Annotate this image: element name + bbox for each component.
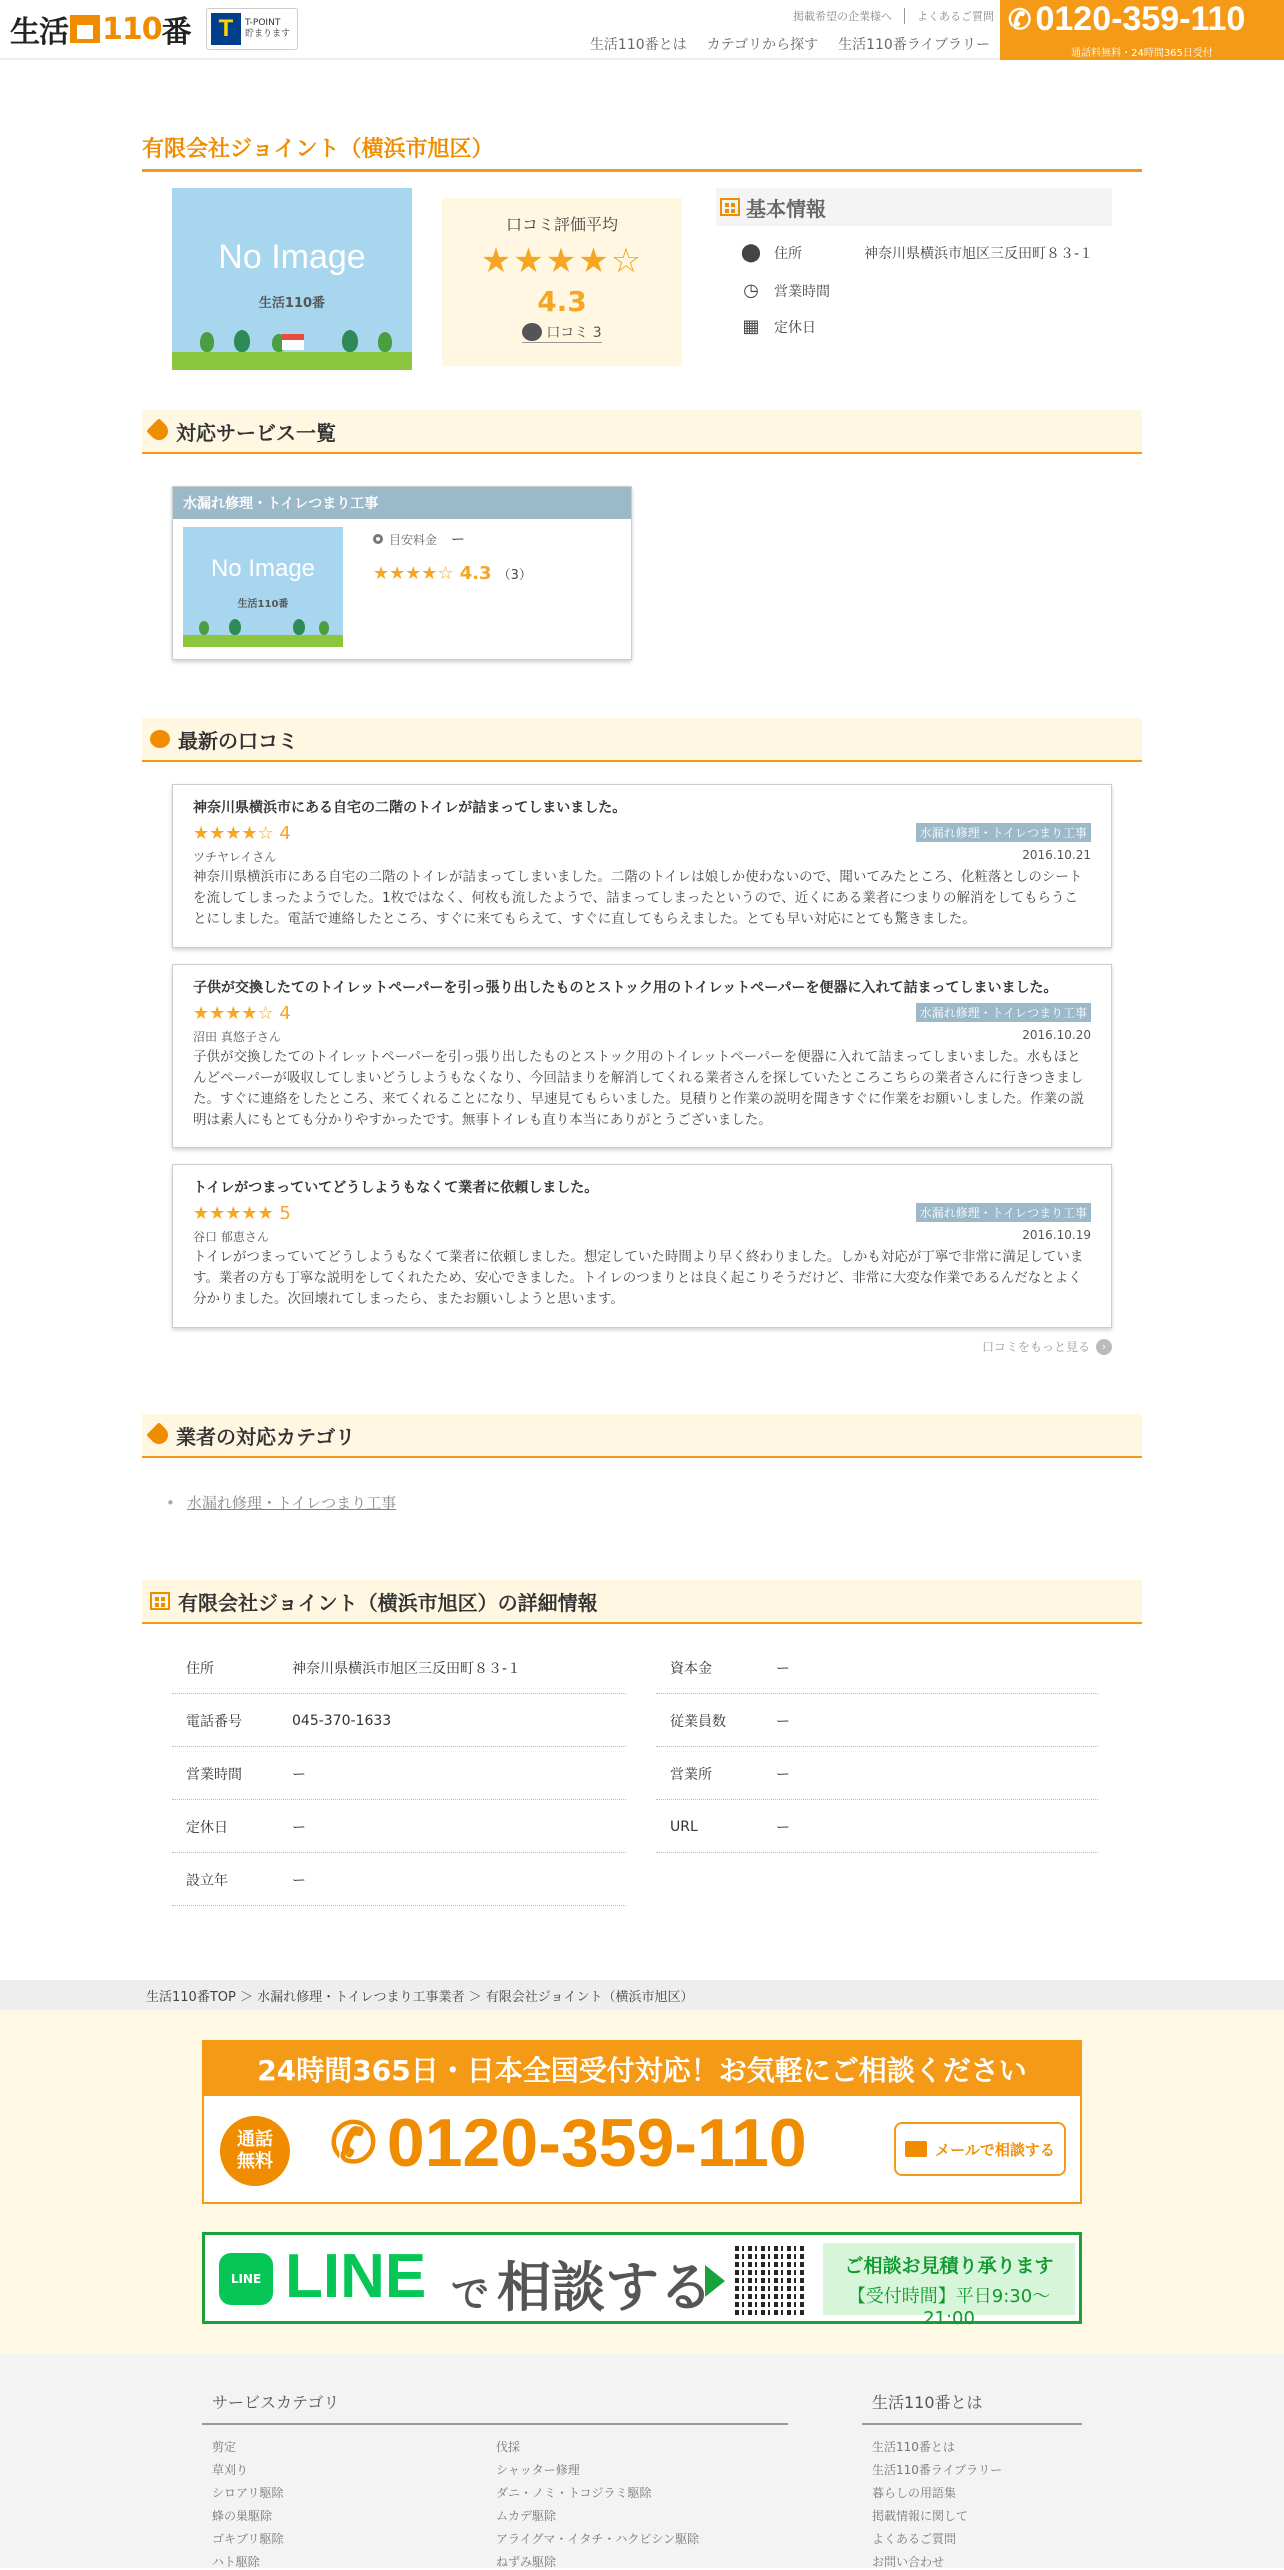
review-title: 神奈川県横浜市にある自宅の二階のトイレが詰まってしまいました。 <box>193 800 627 816</box>
footer-link[interactable]: ムカデ駆除 <box>496 2509 557 2523</box>
tpoint-line2: 貯まります <box>245 29 291 39</box>
detail-value: ー <box>776 1660 790 1677</box>
review-body: トイレがつまっていてどうしようもなくて業者に依頼しました。想定していた時間より早く終わりました。しかも対応が丁寧で非常に満足しています。業者の方も丁寧な説明をしてくれたため、安心できました。トイレのつまりとは良く起こりそうだけど、非常に大変な作業であるんだなとよく分かりました。次回壊れてしまったら、またお願いしようと思います。 <box>193 1249 1084 1307</box>
detail-value: ー <box>292 1819 306 1836</box>
fee-dot-icon <box>373 534 383 544</box>
house-icon <box>282 334 304 350</box>
basic-info-hours <box>740 280 830 301</box>
footer-link[interactable]: ハト駆除 <box>212 2555 260 2569</box>
arrow-right-icon <box>705 2265 725 2297</box>
detail-key: 住所 <box>186 1660 214 1677</box>
review-body: 子供が交換したてのトイレットペーパーを引っ張り出したものとストック用のトイレットペーパーを便器に入れて詰まってしまいました。水もほとんどペーパーが吸収してしまいどうしようもなくなり、今回詰まりを解消してくれる業者さんを探していたところこちらの業者さんに行きつきました。すぐに連絡をしたところ、来てくれることになり、早速見てもらいました。見積りと作業の説明を聞きすぐに作業をお願いしました。作業の説明は素人にもとても分かりやすかったです。無事トイレも直り本当にありがとうございました。 <box>193 1049 1084 1128</box>
detail-value: ー <box>292 1872 306 1889</box>
rating-stars: ★★★★☆ <box>480 241 644 281</box>
service-review-count: （3） <box>497 568 532 583</box>
clock-icon: ◷ <box>743 280 759 301</box>
reviews-heading-label: 最新の口コミ <box>178 728 298 753</box>
detail-value: ー <box>776 1766 790 1783</box>
detail-value: ー <box>776 1713 790 1730</box>
chevron-right-icon: › <box>1096 1339 1112 1355</box>
service-rating <box>373 563 532 584</box>
review-stars: ★★★★☆ <box>193 1003 274 1024</box>
details-heading-label: 有限会社ジョイント（横浜市旭区）の詳細情報 <box>178 1590 598 1615</box>
address-label: 住所 <box>774 245 802 262</box>
logo-text-ban: 番 <box>161 15 191 50</box>
fee-label: 目安料金 <box>389 532 438 547</box>
review-author: ツチヤレイさん <box>193 850 277 864</box>
fee-value: ー <box>451 532 466 548</box>
header-phone-number: 0120-359-110 <box>1035 0 1246 38</box>
mail-consult-label: メールで相談する <box>935 2140 1055 2159</box>
rating-label: 口コミ評価平均 <box>505 215 618 234</box>
service-card-title: 水漏れ修理・トイレつまり工事 <box>173 487 631 519</box>
rating-summary <box>442 198 682 366</box>
detail-key: 営業所 <box>670 1766 712 1783</box>
tree-icon <box>342 330 358 352</box>
service-image <box>183 527 343 647</box>
breadcrumb <box>0 1980 1284 2010</box>
footer-about-heading: 生活110番とは <box>862 2390 1082 2425</box>
nav-categories[interactable]: カテゴリから探す <box>706 37 819 53</box>
free-label-1: 通話 <box>237 2129 273 2150</box>
reviews-heading <box>142 718 1142 762</box>
more-reviews-link[interactable] <box>982 1338 1112 1355</box>
more-reviews-label: 口コミをもっと見る <box>981 1340 1090 1354</box>
services-heading-label: 対応サービス一覧 <box>176 420 336 445</box>
noimage-text: No Image <box>210 555 316 582</box>
footer-link[interactable]: ゴキブリ駆除 <box>212 2532 284 2546</box>
detail-key: 営業時間 <box>186 1766 242 1783</box>
line-de: で <box>451 2272 490 2316</box>
site-logo[interactable] <box>10 11 191 50</box>
noimage-text: No Image <box>218 238 366 276</box>
company-image <box>172 188 412 370</box>
reviews-link-label: 口コミ 3 <box>546 325 602 341</box>
review-category-tag: 水漏れ修理・トイレつまり工事 <box>916 823 1091 842</box>
detail-offices <box>656 1748 1098 1800</box>
footer-link[interactable]: 草刈り <box>212 2463 249 2477</box>
qr-code-icon <box>735 2243 807 2315</box>
logo-text-110: 110 <box>102 11 162 47</box>
speech-bubble-icon <box>522 323 542 341</box>
footer-link[interactable]: 剪定 <box>212 2440 237 2454</box>
grass <box>183 635 343 647</box>
rating-score: 4.3 <box>537 285 587 318</box>
detail-key: 電話番号 <box>186 1713 242 1730</box>
review-meta <box>193 1028 1091 1045</box>
review-author: 沼田 真悠子さん <box>193 1030 281 1044</box>
category-link[interactable] <box>166 1492 396 1513</box>
logo-text <box>10 7 191 51</box>
review-card <box>172 1164 1112 1328</box>
detail-employees <box>656 1695 1098 1747</box>
detail-capital <box>656 1642 1098 1694</box>
tpoint-badge <box>206 8 298 50</box>
detail-value: 045-370-1633 <box>292 1712 392 1729</box>
tree-icon <box>319 621 329 635</box>
footer-link[interactable]: 生活110番とは <box>872 2440 955 2454</box>
detail-key: 設立年 <box>186 1872 228 1889</box>
header-phone-sub: 通話料無料・24時間365日受付 <box>1071 48 1213 59</box>
detail-key: 定休日 <box>186 1819 228 1836</box>
detail-key: 従業員数 <box>670 1713 726 1730</box>
basic-info-holiday <box>740 316 816 337</box>
basic-info-heading-label: 基本情報 <box>746 196 826 221</box>
free-label-2: 無料 <box>237 2151 273 2172</box>
review-body: 神奈川県横浜市にある自宅の二階のトイレが詰まってしまいました。二階のトイレは娘しか使わないので、聞いてみたところ、化粧落としのシートを流してしまったようでした。1枚ではなく、何枚も流したようで、詰まってしまったというので、近くにある業者につまりの解消をしてもらうことにしました。電話で連絡したところ、すぐに来てもらえて、すぐに直してもらえました。とても早い対応にとても驚きました。 <box>193 869 1083 927</box>
detail-value: 神奈川県横浜市旭区三反田町８３-１ <box>292 1660 522 1677</box>
services-heading <box>142 410 1142 454</box>
phone-icon: ✆ <box>1008 4 1032 35</box>
phone-cta-box <box>202 2040 1082 2204</box>
mail-icon <box>905 2141 927 2157</box>
review-card <box>172 784 1112 948</box>
tpoint-line1: T-POINT <box>245 18 281 28</box>
address-value: 神奈川県横浜市旭区三反田町８３-１ <box>864 245 1094 262</box>
header-phone-button[interactable] <box>1000 0 1284 60</box>
site-footer <box>0 2354 1284 2568</box>
footer-link[interactable]: シロアリ駆除 <box>212 2486 284 2500</box>
line-info-hours: 【受付時間】平日9:30〜21:00 <box>847 2286 1051 2329</box>
service-stars: ★★★★☆ <box>373 563 454 584</box>
cta-phone-number: 0120-359-110 <box>386 2105 807 2181</box>
detail-key: 資本金 <box>670 1660 712 1677</box>
service-fee <box>373 529 465 549</box>
review-score: 4 <box>279 1003 291 1024</box>
line-word: LINE <box>285 2242 427 2311</box>
review-category-tag: 水漏れ修理・トイレつまり工事 <box>916 1003 1091 1022</box>
holiday-label: 定休日 <box>774 319 816 336</box>
tree-icon <box>199 621 209 635</box>
tree-icon <box>229 619 241 635</box>
footer-link[interactable]: 暮らしの用語集 <box>872 2486 957 2500</box>
detail-url <box>656 1801 1098 1853</box>
detail-phone <box>172 1695 626 1747</box>
tree-icon <box>234 330 250 352</box>
detail-hours <box>172 1748 626 1800</box>
footer-link[interactable]: お問い合わせ <box>872 2555 945 2569</box>
grass <box>172 352 412 370</box>
logo-text-seikatsu: 生活 <box>10 15 68 50</box>
noimage-logo: 生活110番 <box>237 599 289 610</box>
categories-heading-label: 業者の対応カテゴリ <box>176 1424 356 1449</box>
hours-label: 営業時間 <box>774 283 830 300</box>
faq-link[interactable]: よくあるご質問 <box>917 10 994 23</box>
review-category-tag: 水漏れ修理・トイレつまり工事 <box>916 1203 1091 1222</box>
calendar-icon: ▦ <box>742 316 760 337</box>
building-icon <box>150 1592 170 1610</box>
footer-link[interactable]: よくあるご質問 <box>872 2532 957 2546</box>
tag-icon <box>146 1422 171 1447</box>
review-title: 子供が交換したてのトイレットペーパーを引っ張り出したものとストック用のトイレットペーパーを便器に入れて詰まってしまいました。 <box>193 980 1058 996</box>
review-score: 4 <box>279 823 291 844</box>
cta-phone-link[interactable] <box>330 2104 807 2182</box>
footer-service-heading: サービスカテゴリ <box>202 2390 788 2425</box>
tpoint-logo-icon: T <box>211 13 241 45</box>
line-logo-icon: LINE <box>219 2253 273 2305</box>
detail-value: ー <box>292 1766 306 1783</box>
review-date: 2016.10.21 <box>1022 848 1091 862</box>
divider <box>904 8 905 24</box>
noimage-logo: 生活110番 <box>258 296 326 311</box>
advertise-link[interactable]: 掲載希望の企業様へ <box>793 10 892 23</box>
footer-link[interactable]: 生活110番ライブラリー <box>872 2463 1003 2477</box>
review-stars: ★★★★☆ <box>193 823 274 844</box>
review-date: 2016.10.20 <box>1022 1028 1091 1042</box>
review-stars: ★★★★★ <box>193 1203 274 1224</box>
details-heading <box>142 1580 1142 1624</box>
categories-heading <box>142 1414 1142 1458</box>
category-link-label: 水漏れ修理・トイレつまり工事 <box>186 1494 397 1512</box>
detail-holiday <box>172 1801 626 1853</box>
review-score: 5 <box>279 1203 291 1224</box>
detail-key: URL <box>670 1818 698 1835</box>
footer-link[interactable]: 掲載情報に関して <box>872 2509 969 2523</box>
page-title: 有限会社ジョイント（横浜市旭区） <box>142 132 1142 172</box>
review-date: 2016.10.19 <box>1022 1228 1091 1242</box>
tree-icon <box>200 332 214 352</box>
line-soudan: 相談する <box>497 2256 713 2319</box>
breadcrumb-text[interactable]: 生活110番TOP ＞ 水漏れ修理・トイレつまり工事業者 ＞ 有限会社ジョイント（横浜市旭区） <box>146 1989 694 2005</box>
header-top-links <box>793 8 994 24</box>
detail-address <box>172 1642 626 1694</box>
footer-link[interactable]: シャッター修理 <box>496 2463 580 2477</box>
footer-link[interactable]: 伐採 <box>496 2440 521 2454</box>
basic-info-heading <box>716 188 1112 226</box>
nav-library[interactable]: 生活110番ライブラリー <box>838 37 990 53</box>
detail-founded <box>172 1854 626 1906</box>
review-title: トイレがつまっていてどうしようもなくて業者に依頼しました。 <box>193 1180 599 1196</box>
nav-about[interactable]: 生活110番とは <box>589 37 687 53</box>
tag-icon <box>146 418 171 443</box>
review-meta <box>193 1228 1091 1245</box>
line-hours-box <box>823 2243 1075 2329</box>
detail-value: ー <box>776 1819 790 1836</box>
footer-link[interactable]: アライグマ・イタチ・ハクビシン駆除 <box>496 2532 700 2546</box>
free-call-badge <box>220 2116 290 2186</box>
building-icon <box>720 198 740 216</box>
line-consult-banner[interactable] <box>202 2232 1082 2329</box>
site-header <box>0 0 1284 60</box>
speech-bubble-icon <box>150 730 170 748</box>
service-score: 4.3 <box>459 563 492 584</box>
service-card[interactable] <box>172 486 632 660</box>
footer-link[interactable]: 蜂の巣駆除 <box>212 2509 273 2523</box>
review-card <box>172 964 1112 1148</box>
location-pin-icon: ⬤ <box>740 242 762 263</box>
header-nav <box>590 34 990 54</box>
cta-headline: 24時間365日・日本全国受付対応！お気軽にご相談ください <box>204 2042 1080 2096</box>
contact-cta <box>0 2010 1284 2354</box>
footer-link[interactable]: ダニ・ノミ・トコジラミ駆除 <box>496 2486 652 2500</box>
phone-icon: ✆ <box>330 2111 377 2174</box>
basic-info-address <box>740 242 1093 263</box>
review-meta <box>193 848 1091 865</box>
line-info-title: ご相談お見積り承ります <box>844 2255 1054 2277</box>
review-author: 谷口 郁恵さん <box>193 1230 269 1244</box>
tree-icon <box>378 332 392 352</box>
mail-consult-button[interactable] <box>894 2122 1066 2176</box>
footer-link[interactable]: ねずみ駆除 <box>496 2555 557 2569</box>
house-icon <box>70 15 100 43</box>
reviews-link[interactable] <box>522 322 601 343</box>
tree-icon <box>293 619 305 635</box>
